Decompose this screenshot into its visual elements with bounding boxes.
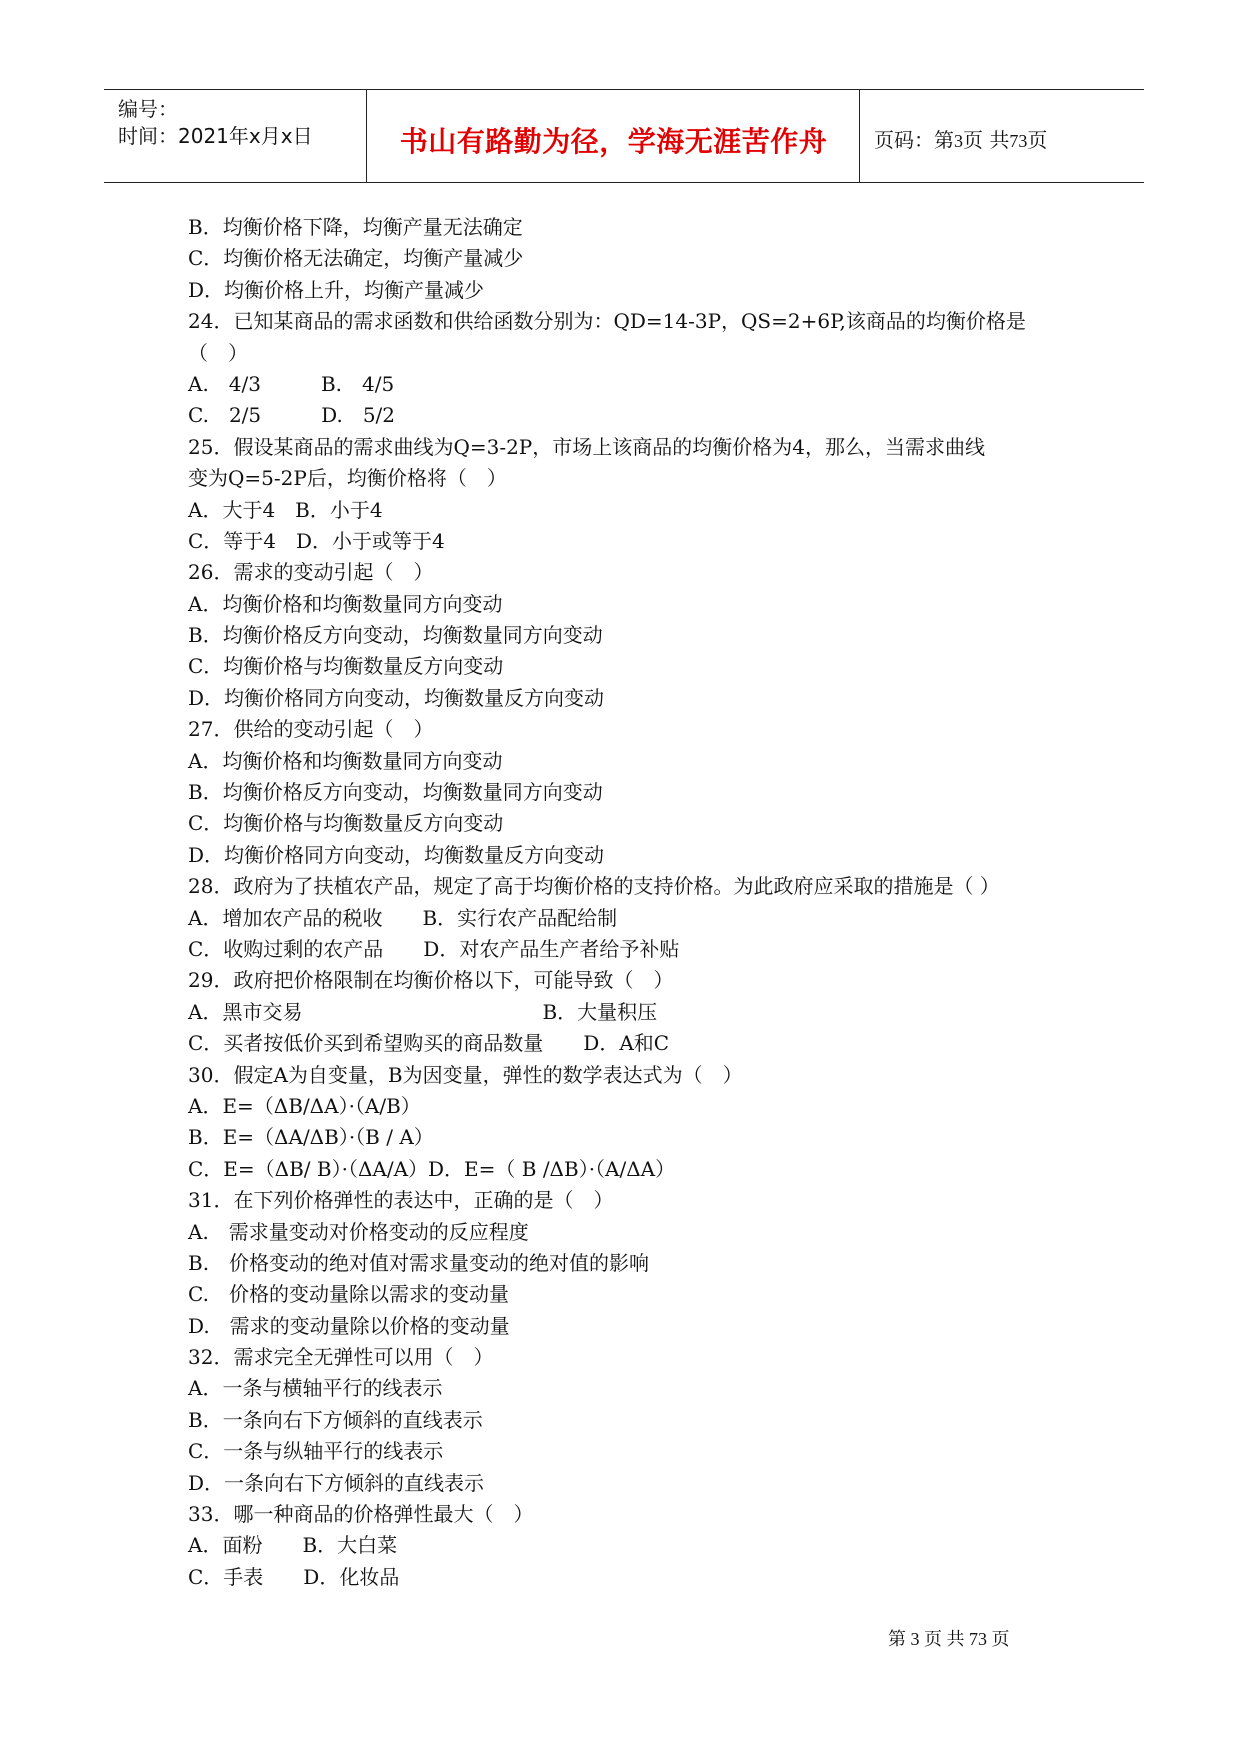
number-label: 编号： <box>118 97 178 121</box>
text-line: A. 需求量变动对价格变动的反应程度 <box>188 1219 529 1244</box>
text-line: B．E=（ΔA/ΔB）·（B / A） <box>188 1125 434 1150</box>
page-prefix: 页码：第 <box>874 128 954 152</box>
text-line: A．黑市交易 B．大量积压 <box>188 999 658 1024</box>
page-total: 73 <box>1009 131 1028 151</box>
text-line: C．一条与纵轴平行的线表示 <box>188 1439 444 1464</box>
page-footer: 第 3 页 共 73 页 <box>888 1629 1010 1649</box>
text-line: 31．在下列价格弹性的表达中，正确的是（ ） <box>188 1188 614 1213</box>
motto: 书山有路勤为径，学海无涯苦作舟 <box>399 125 828 158</box>
text-line: A. 4/3 B. 4/5 <box>188 371 395 396</box>
text-line: 33．哪一种商品的价格弹性最大（ ） <box>188 1502 534 1527</box>
header-motto-cell <box>368 90 860 182</box>
text-line: B．均衡价格反方向变动，均衡数量同方向变动 <box>188 623 603 648</box>
text-line: B．均衡价格反方向变动，均衡数量同方向变动 <box>188 780 603 805</box>
text-line: 变为Q=5-2P后，均衡价格将（ ） <box>188 466 507 491</box>
text-line: A．均衡价格和均衡数量同方向变动 <box>188 748 503 773</box>
text-line: 32．需求完全无弹性可以用（ ） <box>188 1345 494 1370</box>
text-line: A．增加农产品的税收 B．实行农产品配给制 <box>188 905 618 930</box>
text-line: （ ） <box>188 340 248 365</box>
text-line: 24．已知某商品的需求函数和供给函数分别为：QD=14-3P，QS=2+6P,该商品的均衡价格是 <box>188 309 1026 334</box>
text-line: A．E=（ΔB/ΔA）·（A/B） <box>188 1093 421 1118</box>
page-current: 3 <box>954 131 963 151</box>
text-line: C．均衡价格与均衡数量反方向变动 <box>188 654 504 679</box>
text-line: B. 价格变动的绝对值对需求量变动的绝对值的影响 <box>188 1250 650 1275</box>
text-line: 25．假设某商品的需求曲线为Q=3-2P，市场上该商品的均衡价格为4，那么，当需求曲线 <box>188 434 985 459</box>
page-code <box>874 124 1047 153</box>
time-label: 时间：2021年x月x日 <box>118 124 313 148</box>
text-line: D．均衡价格同方向变动，均衡数量反方向变动 <box>188 685 605 710</box>
text-line: C．均衡价格无法确定，均衡产量减少 <box>188 246 524 271</box>
text-line: B．均衡价格下降，均衡产量无法确定 <box>188 215 523 239</box>
page-mid: 页 共 <box>963 128 1010 152</box>
text-line: 30．假定A为自变量，B为因变量，弹性的数学表达式为（ ） <box>188 1062 743 1087</box>
text-line: C．手表 D．化妆品 <box>188 1564 400 1589</box>
text-line: 26．需求的变动引起（ ） <box>188 560 434 585</box>
text-line: C．均衡价格与均衡数量反方向变动 <box>188 811 504 836</box>
text-line: C．等于4 D．小于或等于4 <box>188 528 445 553</box>
text-line: A．均衡价格和均衡数量同方向变动 <box>188 591 503 616</box>
text-line: A．面粉 B．大白菜 <box>188 1533 398 1558</box>
text-line: C. 价格的变动量除以需求的变动量 <box>188 1282 509 1307</box>
text-line: C．E=（ΔB/ B）·（ΔA/A）D．E=（ B /ΔB）·（A/ΔA） <box>188 1156 676 1181</box>
text-line: D．一条向右下方倾斜的直线表示 <box>188 1470 485 1495</box>
text-line: 29．政府把价格限制在均衡价格以下，可能导致（ ） <box>188 968 674 993</box>
header-page-cell <box>861 90 1144 182</box>
text-line: A．大于4 B．小于4 <box>188 497 383 522</box>
page-header <box>104 89 1144 183</box>
header-meta <box>104 90 367 182</box>
text-line: C. 2/5 D. 5/2 <box>188 403 396 428</box>
text-line: 27．供给的变动引起（ ） <box>188 717 434 742</box>
text-line: D．均衡价格上升，均衡产量减少 <box>188 277 485 302</box>
text-line: B．一条向右下方倾斜的直线表示 <box>188 1407 483 1432</box>
text-line: C．收购过剩的农产品 D．对农产品生产者给予补贴 <box>188 936 680 961</box>
text-line: 28．政府为了扶植农产品，规定了高于均衡价格的支持价格。为此政府应采取的措施是（ ） <box>188 874 1000 899</box>
text-line: C．买者按低价买到希望购买的商品数量 D．A和C <box>188 1031 670 1056</box>
text-line: A．一条与横轴平行的线表示 <box>188 1376 443 1401</box>
text-line: D. 需求的变动量除以价格的变动量 <box>188 1313 510 1338</box>
question-list <box>188 212 1088 1593</box>
page-suffix: 页 <box>1027 128 1048 152</box>
text-line: D．均衡价格同方向变动，均衡数量反方向变动 <box>188 842 605 867</box>
